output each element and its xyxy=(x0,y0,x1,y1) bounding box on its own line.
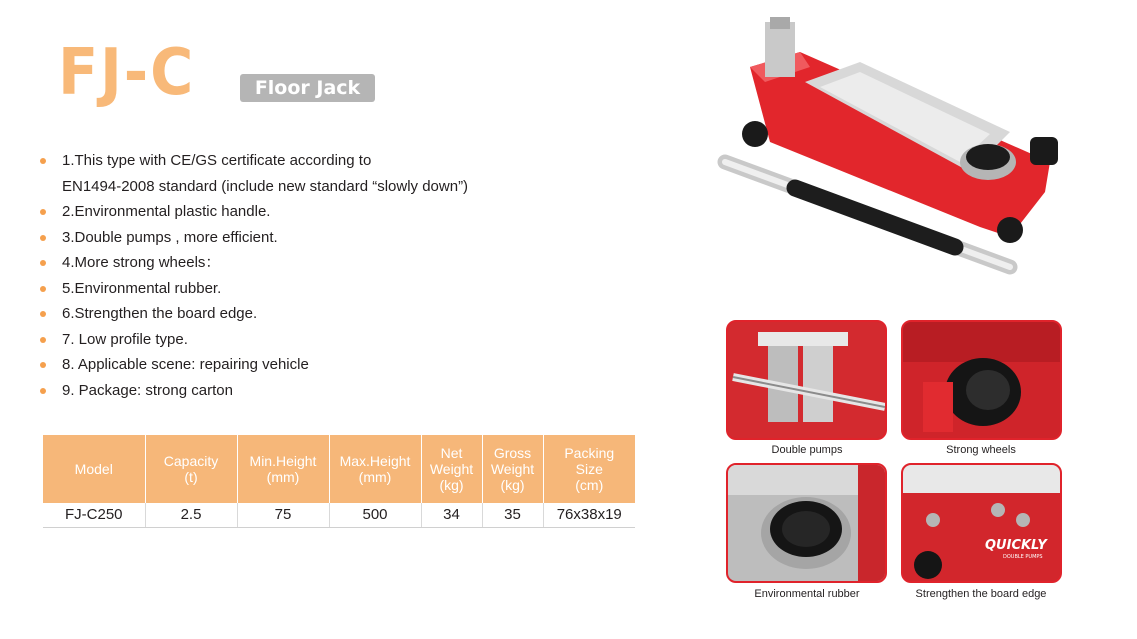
cell-capacity: 2.5 xyxy=(145,503,237,527)
feature-list xyxy=(40,148,468,403)
product-title: FJ-C xyxy=(58,36,196,110)
cell-min-height: 75 xyxy=(237,503,329,527)
thumbnail-caption: Double pumps xyxy=(771,444,843,456)
feature-item: 8. Applicable scene: repairing vehicle xyxy=(40,352,468,378)
thumbnail-board-edge xyxy=(901,463,1062,583)
product-type-badge: Floor Jack xyxy=(240,74,375,102)
thumbnail-double-pumps xyxy=(726,320,887,440)
table-row xyxy=(43,503,635,527)
bullet-icon xyxy=(40,158,46,164)
header-net-weight: Net Weight (kg) xyxy=(421,435,482,503)
feature-item: 7. Low profile type. xyxy=(40,327,468,353)
cell-packing-size: 76x38x19 xyxy=(543,503,635,527)
thumbnail-environmental-rubber xyxy=(726,463,887,583)
bullet-icon xyxy=(40,209,46,215)
spec-table xyxy=(43,435,635,528)
feature-item: 6.Strengthen the board edge. xyxy=(40,301,468,327)
header-packing-size: Packing Size (cm) xyxy=(543,435,635,503)
header-gross-weight: Gross Weight (kg) xyxy=(482,435,543,503)
feature-item: 4.More strong wheels： xyxy=(40,250,468,276)
spec-header-row xyxy=(43,435,635,503)
thumbnail-caption: Environmental rubber xyxy=(754,588,860,600)
cell-gross-weight: 35 xyxy=(482,503,543,527)
bullet-icon xyxy=(40,286,46,292)
bullet-icon xyxy=(40,235,46,241)
cell-max-height: 500 xyxy=(329,503,421,527)
header-max-height: Max.Height (mm) xyxy=(329,435,421,503)
brand-sublabel: DOUBLE PUMPS xyxy=(1003,554,1043,560)
feature-item: 3.Double pumps , more efficient. xyxy=(40,225,468,251)
thumbnail-caption: Strengthen the board edge xyxy=(915,588,1047,600)
header-capacity: Capacity (t) xyxy=(145,435,237,503)
cell-model: FJ-C250 xyxy=(43,503,145,527)
header-min-height: Min.Height (mm) xyxy=(237,435,329,503)
brand-label: QUICKLY xyxy=(985,538,1047,553)
feature-item: 5.Environmental rubber. xyxy=(40,276,468,302)
thumbnail-caption: Strong wheels xyxy=(946,444,1016,456)
feature-item: 9. Package: strong carton xyxy=(40,378,468,404)
bullet-icon xyxy=(40,337,46,343)
floor-jack-image xyxy=(710,12,1080,302)
thumbnail-strong-wheels xyxy=(901,320,1062,440)
header-model: Model xyxy=(43,435,145,503)
feature-item: 1.This type with CE/GS certificate according to xyxy=(40,148,468,174)
bullet-icon xyxy=(40,362,46,368)
bullet-icon xyxy=(40,260,46,266)
bullet-icon xyxy=(40,311,46,317)
jack-frame xyxy=(750,17,1050,237)
bullet-icon xyxy=(40,388,46,394)
feature-item-continuation: EN1494-2008 standard (include new standard “slowly down”) xyxy=(62,177,469,195)
cell-net-weight: 34 xyxy=(421,503,482,527)
feature-item: 2.Environmental plastic handle. xyxy=(40,199,468,225)
